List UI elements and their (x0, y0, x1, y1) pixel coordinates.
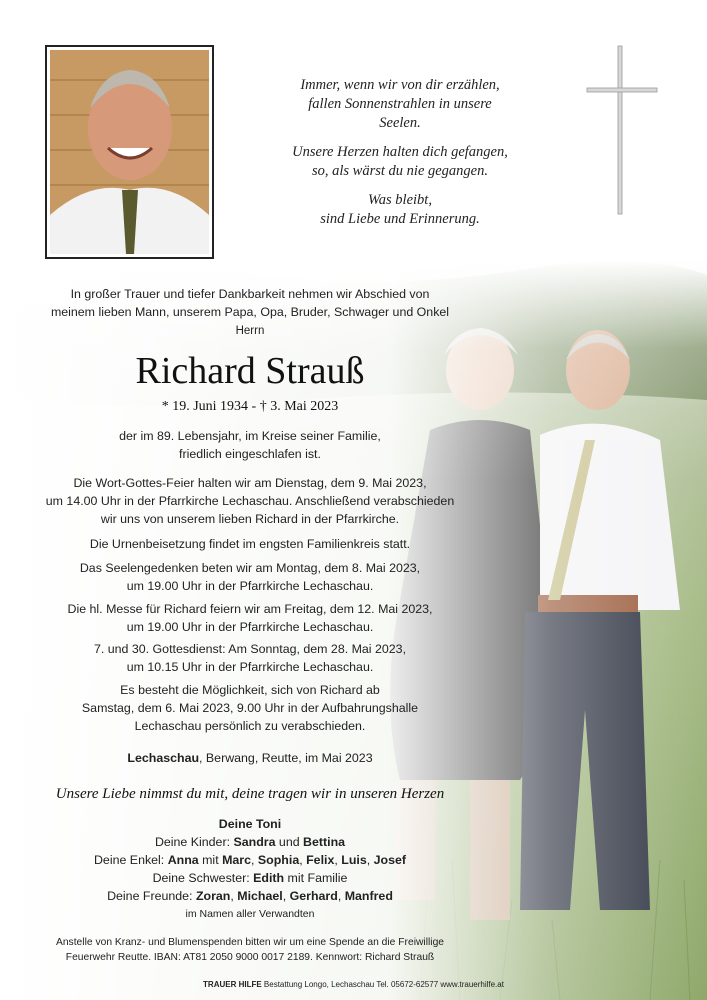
footer-brand: TRAUER HILFE (203, 980, 262, 989)
connector: , (366, 853, 374, 867)
donation-line: Feuerwehr Reutte. IBAN: AT81 2050 9000 0017 2189. Kennwort: Richard Strauß (65, 952, 435, 963)
ceremony-line: um 14.00 Uhr in der Pfarrkirche Lechaschau. Anschließend verabschieden (45, 494, 455, 508)
viewing-line: Samstag, dem 6. Mai 2023, 9.00 Uhr in der Aufbahrungshalle (81, 701, 419, 715)
footer (0, 979, 707, 991)
family-member: Zoran (195, 889, 231, 903)
family-schwester (0, 869, 500, 887)
viewing-line: Lechaschau persönlich zu verabschieden. (134, 719, 366, 733)
life-dates: * 19. Juni 1934 - † 3. Mai 2023 (161, 399, 339, 414)
gottesdienst-line: um 10.15 Uhr in der Pfarrkirche Lechaschau. (126, 660, 374, 674)
intro-line: meinem lieben Mann, unserem Papa, Opa, Bruder, Schwager und Onkel (50, 305, 450, 319)
viewing-line: Es besteht die Möglichkeit, sich von Richard ab (120, 683, 380, 697)
family-member: Felix (306, 853, 335, 867)
connector: , (282, 889, 290, 903)
portrait-photo (45, 45, 214, 259)
poem-line: Was bleibt, (368, 192, 432, 208)
poem-stanza-1 (270, 76, 530, 133)
passing-line: friedlich eingeschlafen ist. (179, 447, 321, 461)
family-member: Marc (222, 853, 252, 867)
place-date-line (0, 749, 500, 767)
gottesdienst-line: 7. und 30. Gottesdienst: Am Sonntag, dem 28. Mai 2023, (93, 642, 407, 656)
family-member: Sophia (257, 853, 300, 867)
family-member: Bettina (303, 835, 346, 849)
schwester-label: Deine Schwester: (152, 871, 254, 885)
deceased-name: Richard Strauß (135, 350, 365, 392)
family-member: Josef (373, 853, 406, 867)
poem-line: sind Liebe und Erinnerung. (320, 211, 480, 227)
poem-line: Immer, wenn wir von dir erzählen, (300, 77, 500, 93)
poem-line: Seelen. (379, 115, 421, 131)
connector: mit (198, 853, 223, 867)
memorial-poem (270, 76, 530, 239)
poem-line: Unsere Herzen halten dich gefangen, (292, 144, 508, 160)
connector: , (299, 853, 307, 867)
connector: , (230, 889, 238, 903)
ceremony-line: wir uns von unserem lieben Richard in der Pfarrkirche. (100, 512, 400, 526)
place-bold: Lechaschau (127, 751, 200, 765)
family-member: Anna (167, 853, 199, 867)
cross-icon (585, 44, 659, 216)
messe-line: Die hl. Messe für Richard feiern wir am Freitag, dem 12. Mai 2023, (67, 602, 433, 616)
portrait-image (50, 50, 209, 254)
memorial-motto: Unsere Liebe nimmst du mit, deine tragen wir in unseren Herzen (55, 786, 445, 802)
freunde-label: Deine Freunde: (107, 889, 196, 903)
family-kinder (0, 833, 500, 851)
connector: und (275, 835, 304, 849)
family-member: Luis (341, 853, 367, 867)
connector: , (337, 889, 345, 903)
kinder-label: Deine Kinder: (154, 835, 234, 849)
family-member: Gerhard (289, 889, 338, 903)
family-member: Edith (253, 871, 285, 885)
family-member: Michael (237, 889, 283, 903)
seelengedenken-line: um 19.00 Uhr in der Pfarrkirche Lechaschau. (126, 579, 374, 593)
passing-line: der im 89. Lebensjahr, im Kreise seiner Familie, (119, 429, 381, 443)
family-enkel (0, 851, 500, 869)
connector: , (251, 853, 258, 867)
intro-line: In großer Trauer und tiefer Dankbarkeit nehmen wir Abschied von (70, 287, 430, 301)
family-freunde (0, 887, 500, 905)
messe-line: um 19.00 Uhr in der Pfarrkirche Lechaschau. (126, 620, 374, 634)
salutation: Herrn (235, 325, 265, 337)
seelengedenken-line: Das Seelengedenken beten wir am Montag, dem 8. Mai 2023, (79, 561, 421, 575)
ceremony-line: Die Wort-Gottes-Feier halten wir am Dienstag, dem 9. Mai 2023, (73, 476, 427, 490)
connector: mit Familie (284, 871, 348, 885)
family-wife: Deine Toni (218, 817, 282, 831)
poem-stanza-2 (270, 143, 530, 181)
donation-line: Anstelle von Kranz- und Blumenspenden bitten wir um eine Spende an die Freiwillige (55, 937, 445, 948)
enkel-label: Deine Enkel: (93, 853, 168, 867)
poem-stanza-3 (270, 191, 530, 229)
family-member: Sandra (233, 835, 276, 849)
poem-line: so, als wärst du nie gegangen. (311, 163, 488, 179)
connector: , (334, 853, 342, 867)
family-verwandte: im Namen aller Verwandten (185, 908, 315, 920)
urn-burial-line: Die Urnenbeisetzung findet im engsten Familienkreis statt. (89, 537, 411, 551)
place-rest: , Berwang, Reutte, im Mai 2023 (199, 751, 373, 765)
family-member: Manfred (344, 889, 393, 903)
poem-line: fallen Sonnenstrahlen in unsere (308, 96, 492, 112)
footer-text: Bestattung Longo, Lechaschau Tel. 05672-62577 www.trauerhilfe.at (261, 980, 504, 989)
